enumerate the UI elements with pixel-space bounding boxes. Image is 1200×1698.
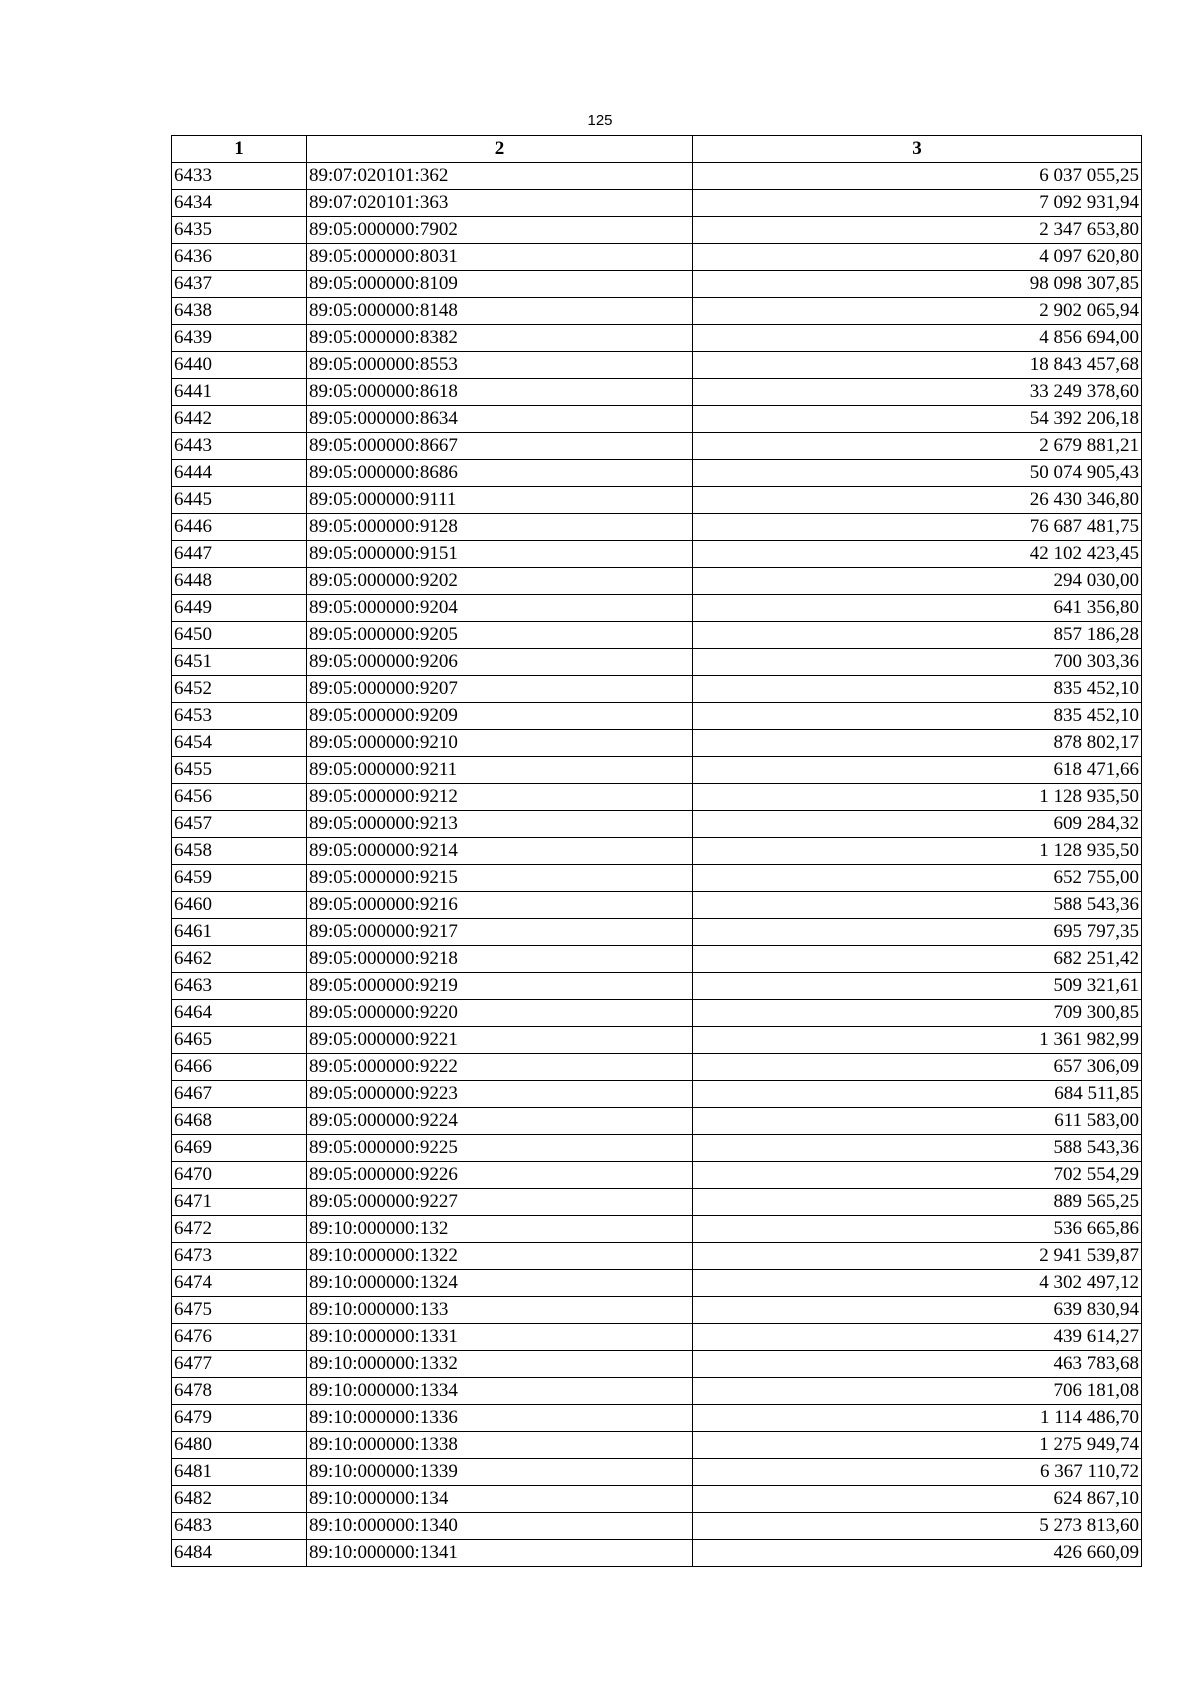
value-cell: 588 543,36 [693,892,1142,919]
row-number-cell: 6450 [172,622,307,649]
table-row [172,460,1142,487]
row-number-cell: 6433 [172,163,307,190]
row-number-cell: 6480 [172,1432,307,1459]
table-row [172,1513,1142,1540]
table-row [172,1324,1142,1351]
table-row [172,784,1142,811]
cadastral-number-cell: 89:10:000000:1340 [307,1513,693,1540]
row-number-cell: 6448 [172,568,307,595]
cadastral-number-cell: 89:05:000000:8618 [307,379,693,406]
row-number-cell: 6455 [172,757,307,784]
value-cell: 878 802,17 [693,730,1142,757]
row-number-cell: 6460 [172,892,307,919]
value-cell: 702 554,29 [693,1162,1142,1189]
value-cell: 618 471,66 [693,757,1142,784]
table-row [172,163,1142,190]
cadastral-number-cell: 89:10:000000:1322 [307,1243,693,1270]
cadastral-number-cell: 89:05:000000:9209 [307,703,693,730]
value-cell: 889 565,25 [693,1189,1142,1216]
cadastral-number-cell: 89:05:000000:9216 [307,892,693,919]
value-cell: 682 251,42 [693,946,1142,973]
row-number-cell: 6437 [172,271,307,298]
value-cell: 624 867,10 [693,1486,1142,1513]
cadastral-number-cell: 89:05:000000:9224 [307,1108,693,1135]
cadastral-number-cell: 89:05:000000:9222 [307,1054,693,1081]
row-number-cell: 6484 [172,1540,307,1567]
value-cell: 2 679 881,21 [693,433,1142,460]
row-number-cell: 6470 [172,1162,307,1189]
row-number-cell: 6438 [172,298,307,325]
table-row [172,1297,1142,1324]
table-row [172,352,1142,379]
cadastral-number-cell: 89:10:000000:1339 [307,1459,693,1486]
cadastral-number-cell: 89:05:000000:8031 [307,244,693,271]
table-row [172,865,1142,892]
value-cell: 50 074 905,43 [693,460,1142,487]
cadastral-number-cell: 89:05:000000:9206 [307,649,693,676]
row-number-cell: 6442 [172,406,307,433]
table-row [172,730,1142,757]
cadastral-number-cell: 89:10:000000:1324 [307,1270,693,1297]
cadastral-number-cell: 89:05:000000:9213 [307,811,693,838]
row-number-cell: 6434 [172,190,307,217]
cadastral-number-cell: 89:05:000000:9221 [307,1027,693,1054]
value-cell: 7 092 931,94 [693,190,1142,217]
cadastral-number-cell: 89:05:000000:8634 [307,406,693,433]
cadastral-number-cell: 89:05:000000:9207 [307,676,693,703]
table-row [172,568,1142,595]
row-number-cell: 6435 [172,217,307,244]
value-cell: 439 614,27 [693,1324,1142,1351]
value-cell: 1 114 486,70 [693,1405,1142,1432]
row-number-cell: 6459 [172,865,307,892]
cadastral-number-cell: 89:05:000000:9217 [307,919,693,946]
cadastral-number-cell: 89:05:000000:9223 [307,1081,693,1108]
table-row [172,433,1142,460]
table-row [172,973,1142,1000]
table-row [172,514,1142,541]
cadastral-number-cell: 89:05:000000:9128 [307,514,693,541]
value-cell: 426 660,09 [693,1540,1142,1567]
value-cell: 1 361 982,99 [693,1027,1142,1054]
row-number-cell: 6447 [172,541,307,568]
row-number-cell: 6479 [172,1405,307,1432]
table-row [172,622,1142,649]
row-number-cell: 6464 [172,1000,307,1027]
value-cell: 700 303,36 [693,649,1142,676]
value-cell: 835 452,10 [693,703,1142,730]
table-row [172,595,1142,622]
value-cell: 684 511,85 [693,1081,1142,1108]
table-row [172,1243,1142,1270]
value-cell: 835 452,10 [693,676,1142,703]
cadastral-number-cell: 89:07:020101:363 [307,190,693,217]
value-cell: 639 830,94 [693,1297,1142,1324]
column-header-3: 3 [693,136,1142,163]
cadastral-number-cell: 89:05:000000:9220 [307,1000,693,1027]
table-row [172,1162,1142,1189]
table-row [172,1486,1142,1513]
page-number: 125 [587,112,613,129]
row-number-cell: 6440 [172,352,307,379]
row-number-cell: 6477 [172,1351,307,1378]
cadastral-number-cell: 89:05:000000:9214 [307,838,693,865]
row-number-cell: 6452 [172,676,307,703]
table-row [172,1081,1142,1108]
cadastral-number-cell: 89:05:000000:8686 [307,460,693,487]
cadastral-number-cell: 89:05:000000:9204 [307,595,693,622]
table-row [172,1189,1142,1216]
value-cell: 42 102 423,45 [693,541,1142,568]
value-cell: 2 941 539,87 [693,1243,1142,1270]
table-row [172,703,1142,730]
cadastral-number-cell: 89:05:000000:9215 [307,865,693,892]
value-cell: 6 367 110,72 [693,1459,1142,1486]
value-cell: 54 392 206,18 [693,406,1142,433]
cadastral-number-cell: 89:10:000000:133 [307,1297,693,1324]
row-number-cell: 6456 [172,784,307,811]
table-row [172,217,1142,244]
row-number-cell: 6445 [172,487,307,514]
table-row [172,1108,1142,1135]
table-row [172,1459,1142,1486]
value-cell: 641 356,80 [693,595,1142,622]
value-cell: 18 843 457,68 [693,352,1142,379]
cadastral-number-cell: 89:05:000000:8382 [307,325,693,352]
value-cell: 652 755,00 [693,865,1142,892]
value-cell: 609 284,32 [693,811,1142,838]
table-row [172,1216,1142,1243]
row-number-cell: 6458 [172,838,307,865]
value-cell: 2 347 653,80 [693,217,1142,244]
cadastral-number-cell: 89:10:000000:1341 [307,1540,693,1567]
table-row [172,244,1142,271]
row-number-cell: 6461 [172,919,307,946]
row-number-cell: 6439 [172,325,307,352]
row-number-cell: 6476 [172,1324,307,1351]
row-number-cell: 6472 [172,1216,307,1243]
row-number-cell: 6454 [172,730,307,757]
cadastral-number-cell: 89:05:000000:8667 [307,433,693,460]
cadastral-number-cell: 89:05:000000:8553 [307,352,693,379]
table-row [172,649,1142,676]
cadastral-number-cell: 89:05:000000:8109 [307,271,693,298]
row-number-cell: 6444 [172,460,307,487]
value-cell: 4 856 694,00 [693,325,1142,352]
cadastral-number-cell: 89:10:000000:1336 [307,1405,693,1432]
cadastral-number-cell: 89:10:000000:132 [307,1216,693,1243]
row-number-cell: 6475 [172,1297,307,1324]
cadastral-number-cell: 89:05:000000:9111 [307,487,693,514]
cadastral-number-cell: 89:05:000000:9210 [307,730,693,757]
row-number-cell: 6469 [172,1135,307,1162]
table-row [172,1135,1142,1162]
row-number-cell: 6446 [172,514,307,541]
table-row [172,298,1142,325]
value-cell: 2 902 065,94 [693,298,1142,325]
table-row [172,541,1142,568]
cadastral-number-cell: 89:10:000000:1331 [307,1324,693,1351]
cadastral-number-cell: 89:05:000000:9151 [307,541,693,568]
table-body [172,163,1142,1567]
value-cell: 709 300,85 [693,1000,1142,1027]
table-row [172,919,1142,946]
value-cell: 706 181,08 [693,1378,1142,1405]
table-row [172,1405,1142,1432]
row-number-cell: 6478 [172,1378,307,1405]
cadastral-number-cell: 89:05:000000:7902 [307,217,693,244]
table-row [172,406,1142,433]
value-cell: 294 030,00 [693,568,1142,595]
table-row [172,1432,1142,1459]
value-cell: 611 583,00 [693,1108,1142,1135]
value-cell: 509 321,61 [693,973,1142,1000]
table-row [172,946,1142,973]
table-row [172,811,1142,838]
cadastral-number-cell: 89:10:000000:1338 [307,1432,693,1459]
cadastral-number-cell: 89:05:000000:9202 [307,568,693,595]
value-cell: 26 430 346,80 [693,487,1142,514]
value-cell: 5 273 813,60 [693,1513,1142,1540]
table-row [172,1378,1142,1405]
row-number-cell: 6465 [172,1027,307,1054]
cadastral-number-cell: 89:05:000000:9227 [307,1189,693,1216]
row-number-cell: 6451 [172,649,307,676]
row-number-cell: 6462 [172,946,307,973]
value-cell: 98 098 307,85 [693,271,1142,298]
table-row [172,487,1142,514]
row-number-cell: 6471 [172,1189,307,1216]
table-row [172,1351,1142,1378]
value-cell: 463 783,68 [693,1351,1142,1378]
row-number-cell: 6441 [172,379,307,406]
value-cell: 33 249 378,60 [693,379,1142,406]
cadastral-number-cell: 89:05:000000:9219 [307,973,693,1000]
column-header-2: 2 [307,136,693,163]
value-cell: 1 128 935,50 [693,784,1142,811]
row-number-cell: 6436 [172,244,307,271]
row-number-cell: 6449 [172,595,307,622]
cadastral-number-cell: 89:10:000000:1332 [307,1351,693,1378]
value-cell: 1 275 949,74 [693,1432,1142,1459]
cadastral-number-cell: 89:07:020101:362 [307,163,693,190]
cadastral-number-cell: 89:10:000000:134 [307,1486,693,1513]
table-row [172,190,1142,217]
value-cell: 857 186,28 [693,622,1142,649]
table-row [172,1054,1142,1081]
row-number-cell: 6443 [172,433,307,460]
value-cell: 1 128 935,50 [693,838,1142,865]
table-row [172,271,1142,298]
row-number-cell: 6473 [172,1243,307,1270]
cadastral-number-cell: 89:05:000000:8148 [307,298,693,325]
row-number-cell: 6457 [172,811,307,838]
value-cell: 6 037 055,25 [693,163,1142,190]
data-table [171,135,1142,1567]
table-row [172,757,1142,784]
table-row [172,1270,1142,1297]
cadastral-number-cell: 89:05:000000:9218 [307,946,693,973]
table-row [172,838,1142,865]
row-number-cell: 6482 [172,1486,307,1513]
row-number-cell: 6463 [172,973,307,1000]
table-row [172,676,1142,703]
row-number-cell: 6467 [172,1081,307,1108]
table-row [172,1000,1142,1027]
cadastral-number-cell: 89:05:000000:9226 [307,1162,693,1189]
value-cell: 536 665,86 [693,1216,1142,1243]
value-cell: 4 097 620,80 [693,244,1142,271]
row-number-cell: 6466 [172,1054,307,1081]
table-header-row [172,136,1142,163]
row-number-cell: 6481 [172,1459,307,1486]
value-cell: 4 302 497,12 [693,1270,1142,1297]
cadastral-number-cell: 89:05:000000:9212 [307,784,693,811]
table-row [172,325,1142,352]
value-cell: 695 797,35 [693,919,1142,946]
cadastral-number-cell: 89:05:000000:9211 [307,757,693,784]
row-number-cell: 6453 [172,703,307,730]
row-number-cell: 6468 [172,1108,307,1135]
cadastral-number-cell: 89:05:000000:9225 [307,1135,693,1162]
cadastral-number-cell: 89:05:000000:9205 [307,622,693,649]
value-cell: 76 687 481,75 [693,514,1142,541]
value-cell: 657 306,09 [693,1054,1142,1081]
table-row [172,1027,1142,1054]
cadastral-number-cell: 89:10:000000:1334 [307,1378,693,1405]
table-row [172,1540,1142,1567]
table-row [172,892,1142,919]
table-row [172,379,1142,406]
value-cell: 588 543,36 [693,1135,1142,1162]
column-header-1: 1 [172,136,307,163]
row-number-cell: 6483 [172,1513,307,1540]
row-number-cell: 6474 [172,1270,307,1297]
